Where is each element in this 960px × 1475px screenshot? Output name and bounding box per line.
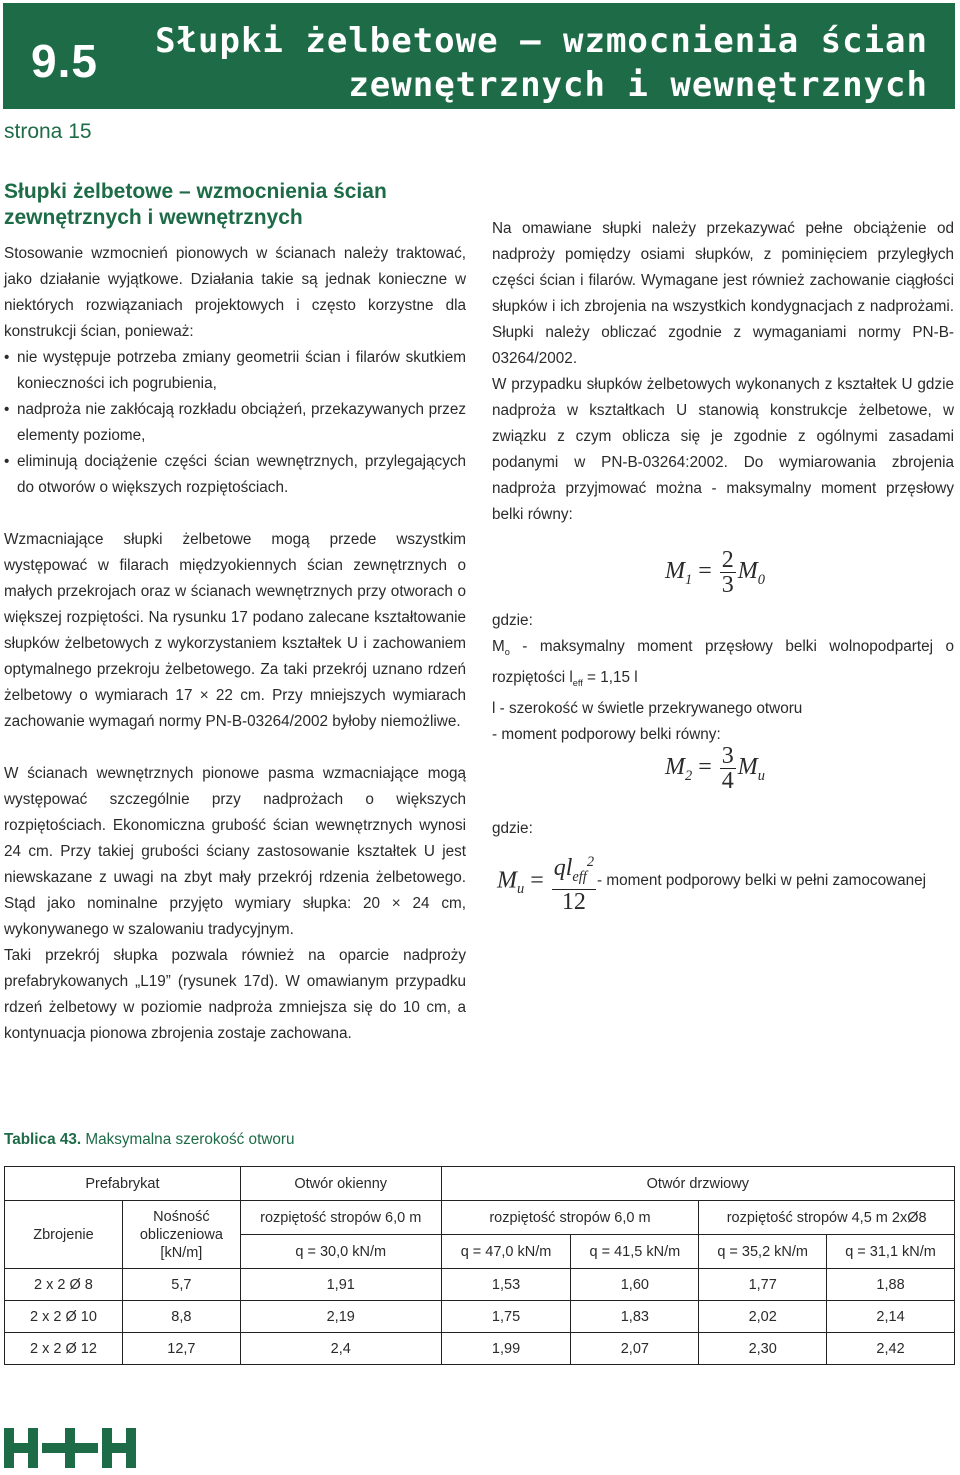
- max-opening-width-table: [4, 1166, 955, 1365]
- formula-m1: $M_1$ = $\frac{2}{3}$ $M_0$: [665, 547, 765, 598]
- section-title: Słupki żelbetowe – wzmocnienia ścian zewnętrznych i wewnętrznych: [4, 180, 387, 229]
- chapter-title-line1: Słupki żelbetowe – wzmocnienia ścian: [155, 21, 928, 61]
- table-header-row: [5, 1167, 955, 1201]
- table-cell: 2 x 2 Ø 8: [5, 1269, 123, 1301]
- where-label-2: gdzie:: [492, 820, 533, 837]
- fraction-numerator: ql: [553, 855, 573, 881]
- formula-fraction: [720, 548, 736, 597]
- paragraph: Na omawiane słupki należy przekazywać pełne obciążenie od nadproży pomiędzy osiami słupków, z pominięciem przyległych części ścian i filarów. Wymagane jest również zachowanie ciągłości słupków i ich zbrojenia na wszystkich kondygnacjach z nadprożami. Słupki należy obliczać zgodnie z wymaganiami normy PN-B-03264/2002.: [492, 220, 954, 367]
- left-column: [4, 241, 466, 1047]
- table-cell: 1,88: [827, 1269, 955, 1301]
- table-cell: 1,75: [441, 1301, 571, 1333]
- list-item: • eliminują dociążenie części ścian wewnętrznych, przylegających do otworów o większych rozpiętościach.: [4, 449, 466, 501]
- paragraph: Taki przekrój słupka pozwala również na oparcie nadproży prefabrykowanych „L19” (rysunek 17d). W omawianym przypadku rdzeń żelbetowy w poziomie nadproża zmniejsza się do 10 cm, a kontynuacja pionowa zbrojenia zostaje zachowana.: [4, 947, 466, 1042]
- definitions: [492, 608, 954, 748]
- table-cell: 1,91: [240, 1269, 441, 1301]
- header-load: q = 41,5 kN/m: [571, 1235, 699, 1269]
- table-cell: 2 x 2 Ø 12: [5, 1333, 123, 1365]
- header-otwor-okienny: Otwór okienny: [240, 1167, 441, 1201]
- definition-text: = 1,15 l: [582, 669, 638, 687]
- header-nosnosc: Nośność obliczeniowa [kN/m]: [122, 1201, 240, 1269]
- formula-symbol: M: [665, 558, 685, 585]
- formula-symbol: M: [497, 867, 517, 894]
- subscript: o: [504, 647, 510, 658]
- intro-paragraph: Stosowanie wzmocnień pionowych w ścianach należy traktować, jako działanie wyjątkowe. Działania takie są jednak konieczne w niektórych rozwiązaniach projektowych i często korzystne dla konstrukcji ścian, ponieważ:: [4, 245, 466, 340]
- chapter-number: 9.5: [31, 35, 98, 87]
- table-cell: 2,4: [240, 1333, 441, 1365]
- table-cell: 1,60: [571, 1269, 699, 1301]
- formula-subscript: 2: [685, 767, 693, 784]
- page-number: strona 15: [4, 120, 92, 143]
- table-cell: 2,19: [240, 1301, 441, 1333]
- table-cell: 12,7: [122, 1333, 240, 1365]
- table-cell: 2,30: [699, 1333, 827, 1365]
- table-row: [5, 1269, 955, 1301]
- paragraph: W przypadku słupków żelbetowych wykonanych z kształtek U gdzie nadproża w kształtkach U stanowią konstrukcje żelbetowe, w związku z czym oblicza się je zgodnie z ogólnymi zasadami podanymi w PN-B-03264:2002. Do wymiarowania zbrojenia nadproża przyjmować można - maksymalny moment przęsłowy belki równy:: [492, 376, 954, 523]
- table-cell: 5,7: [122, 1269, 240, 1301]
- table-title: Maksymalna szerokość otworu: [81, 1131, 295, 1148]
- list-item: • nadproża nie zakłócają rozkładu obciążeń, przekazywanych przez elementy poziome,: [4, 397, 466, 449]
- formula-fraction: [720, 744, 736, 793]
- chapter-title-line2: zewnętrznych i wewnętrznych: [348, 65, 928, 105]
- advantages-list: [4, 345, 466, 501]
- symbol: M: [492, 638, 505, 655]
- table-cell: 1,77: [699, 1269, 827, 1301]
- header-load: q = 30,0 kN/m: [240, 1235, 441, 1269]
- header-rozpietosc: rozpiętość stropów 6,0 m: [240, 1201, 441, 1235]
- list-item: • nie występuje potrzeba zmiany geometrii ścian i filarów skutkiem konieczności ich pogrubienia,: [4, 345, 466, 397]
- definition-m2: - moment podporowy belki równy:: [492, 726, 721, 744]
- table-row: [5, 1301, 955, 1333]
- paragraph: Wzmacniające słupki żelbetowe mogą przede wszystkim występować w filarach międzyokiennych ścian zewnętrznych o małych przekrojach oraz w ścianach wewnętrznych przy otworach o większej rozpiętości. Na rysunku 17 podano zalecane kształtowanie słupków żelbetowych z wykorzystaniem kształtek U i zachowaniem optymalnego przekroju żelbetowego. Za taki przekrój uznano rdzeń żelbetowy o wymiarach 17 × 22 cm. Przy mniejszych wymiarach zachowanie wymagań normy PN-B-03264/2002 byłoby niemożliwe.: [4, 531, 466, 730]
- subscript: eff: [572, 678, 583, 689]
- formula-subscript: u: [757, 767, 765, 784]
- where-label: gdzie:: [492, 612, 533, 629]
- header-load: q = 47,0 kN/m: [441, 1235, 571, 1269]
- definition-text: - maksymalny moment przęsłowy belki wolnopodpartej o rozpiętości l: [492, 638, 954, 687]
- table-cell: 2,02: [699, 1301, 827, 1333]
- formula-subscript: eff: [572, 868, 587, 885]
- hh-logo: [4, 1428, 136, 1468]
- formula-subscript: 0: [757, 571, 765, 588]
- table-cell: 8,8: [122, 1301, 240, 1333]
- fraction-numerator: 2: [721, 547, 734, 573]
- table-cell: 2 x 2 Ø 10: [5, 1301, 123, 1333]
- table-cell: 1,99: [441, 1333, 571, 1365]
- fraction-denominator: 12: [561, 888, 586, 915]
- table-number: Tablica 43.: [4, 1131, 82, 1148]
- header-otwor-drzwiowy: Otwór drzwiowy: [441, 1167, 954, 1201]
- formula-subscript: u: [517, 881, 525, 898]
- formula-symbol: M: [737, 754, 758, 781]
- header-zbrojenie: Zbrojenie: [5, 1201, 123, 1269]
- chapter-header: [3, 3, 955, 109]
- formula-fraction: [552, 850, 596, 914]
- chapter-title: [155, 19, 928, 107]
- fraction-denominator: 4: [721, 768, 734, 794]
- header-load: q = 35,2 kN/m: [699, 1235, 827, 1269]
- table-cell: 2,42: [827, 1333, 955, 1365]
- paragraph: W ścianach wewnętrznych pionowe pasma wzmacniające mogą występować szczególnie przy nadprożach o większych rozpiętościach. Ekonomiczna grubość ścian wewnętrznych wynosi 24 cm. Przy takiej grubości ściany zastosowanie kształtek U jest niewskazane z uwagi na zbyt mały przekrój rdzenia żelbetowego. Stąd jako nominalne przyjęto wymiary słupka: 20 × 24 cm, wykonywanego w szalowaniu tradycyjnym.: [4, 765, 466, 938]
- table-cell: 1,53: [441, 1269, 571, 1301]
- definition-l: l - szerokość w świetle przekrywanego otworu: [492, 700, 803, 718]
- table-caption: [4, 1131, 294, 1149]
- table-header-row: [5, 1201, 955, 1235]
- formula-superscript: 2: [586, 854, 595, 870]
- formula-m2: $M_2$ = $\frac{3}{4}$ $M_u$: [665, 743, 765, 794]
- formula-mu-description: - moment podporowy belki w pełni zamocowanej: [597, 872, 927, 889]
- fraction-numerator: 3: [721, 743, 734, 769]
- formula-subscript: 1: [685, 571, 693, 588]
- formula-mu: $M_u$ = $\frac{ql_{eff}^2}{12}$: [497, 850, 598, 914]
- definition-m0: [492, 634, 954, 696]
- header-prefabrykat: Prefabrykat: [5, 1167, 241, 1201]
- formula-symbol: M: [737, 558, 758, 585]
- header-rozpietosc: rozpiętość stropów 6,0 m: [441, 1201, 699, 1235]
- table-cell: 2,14: [827, 1301, 955, 1333]
- header-load: q = 31,1 kN/m: [827, 1235, 955, 1269]
- table-cell: 1,83: [571, 1301, 699, 1333]
- formula-symbol: M: [665, 754, 685, 781]
- header-rozpietosc: rozpiętość stropów 4,5 m 2xØ8: [699, 1201, 955, 1235]
- table-row: [5, 1333, 955, 1365]
- table-cell: 2,07: [571, 1333, 699, 1365]
- fraction-denominator: 3: [721, 572, 734, 598]
- right-column: [492, 216, 954, 528]
